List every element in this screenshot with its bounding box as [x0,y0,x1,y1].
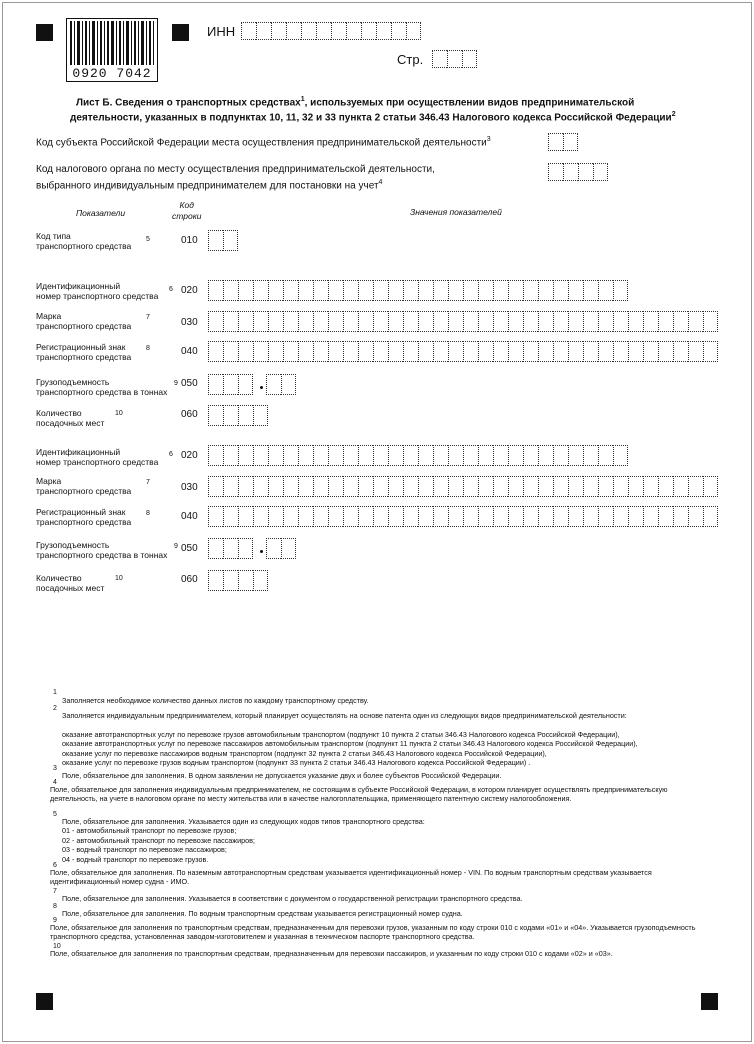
reg-field-2[interactable] [208,506,718,527]
footnote-number-1: 1 [53,689,57,696]
brand-footnote-ref-2: 7 [146,479,150,486]
footnote-number-9: 9 [53,917,57,924]
seats-field-2[interactable] [208,570,268,591]
sheet-title-line2: деятельности, указанных в подпунктах 10, 11, 32 и 33 пункта 2 статьи 346.43 Налогового кодекса Российской Федерации$^2$ [70,111,676,124]
capacity-code-2: 050 [181,543,198,554]
footnote-number-10: 10 [53,943,61,950]
reg-label-2: Регистрационный знак транспортного средства [36,507,132,527]
capacity-footnote-ref-1: 9 [174,380,178,387]
brand-code-1: 030 [181,317,198,328]
tax-office-code-field[interactable] [548,163,608,181]
sheet-title [70,94,710,125]
barcode-bars [67,21,157,65]
footnote-number-4: 4 [53,779,57,786]
registration-marker-bottom-left [36,993,53,1010]
decimal-point-2 [260,550,263,553]
vin-code-1: 020 [181,285,198,296]
footnote-10: Поле, обязательное для заполнения по транспортным средствам, предназначенным для перевозки пассажиров, и указанным по коду строки 010 с кодами «02» и «03». [50,949,613,958]
seats-field-1[interactable] [208,405,268,426]
footnote-6: Поле, обязательное для заполнения. По наземным автотранспортным средствам указывается идентификационный номер - VIN. По водным транспортным средствам указывается идентификационный номер судна - ИМО. [50,868,652,887]
vin-code-2: 020 [181,450,198,461]
registration-marker-top-left [36,24,53,41]
page-number-label: Стр. [397,52,424,67]
vin-footnote-ref-2: 6 [169,451,173,458]
footnote-4: Поле, обязательное для заполнения индивидуальным предпринимателем, не состоящим в субъекте Российской Федерации, в котором планирует осуществлять предпринимательскую деятельность, на учете в налоговом органе по месту жительства или в качестве налогоплательщика, применяющего патентную систему налогообложения. [50,785,668,804]
vehicle-type-footnote-ref: 5 [146,236,150,243]
seats-footnote-ref-2: 10 [115,575,123,582]
capacity-label-1: Грузоподъемность транспортного средства в тоннах [36,377,168,397]
decimal-point-1 [260,386,263,389]
column-header-indicators: Показатели [76,208,126,218]
footnote-number-2: 2 [53,705,57,712]
seats-code-1: 060 [181,409,198,420]
reg-code-2: 040 [181,511,198,522]
footnote-7: Поле, обязательное для заполнения. Указывается в соответствии с документом о государственной регистрации транспортного средства. [62,894,523,903]
reg-code-1: 040 [181,346,198,357]
capacity-integer-field-2[interactable] [208,538,253,559]
brand-field-2[interactable] [208,476,718,497]
page-number-field[interactable] [432,50,477,68]
capacity-label-2: Грузоподъемность транспортного средства в тоннах [36,540,168,560]
region-label: Код субъекта Российской Федерации места осуществления предпринимательской деятельности$^3$ [36,136,491,149]
footnote-9: Поле, обязательное для заполнения по транспортным средствам, предназначенным для перевозки грузов, указанным по коду строки 010 с кодами «01» и «04». Указывается грузоподъемность транспортного средства, установленная заводом-изготовителем и указанная в техническом паспорте транспортного средства. [50,923,696,942]
vehicle-type-field[interactable] [208,230,238,251]
barcode [66,18,158,82]
vin-footnote-ref-1: 6 [169,286,173,293]
capacity-code-1: 050 [181,378,198,389]
footnote-8: Поле, обязательное для заполнения. По водным транспортным средствам указывается регистрационный номер судна. [62,909,463,918]
vin-field-1[interactable] [208,280,628,301]
inn-label: ИНН [207,24,236,39]
registration-marker-top-right [172,24,189,41]
brand-label-1: Марка транспортного средства [36,311,132,331]
capacity-footnote-ref-2: 9 [174,543,178,550]
tax-office-label: Код налогового органа по месту осуществления предпринимательской деятельности, выбранного индивидуальным предпринимателем для постановки на учет$^4$ [36,164,435,192]
footnote-3: Поле, обязательное для заполнения. В одном заявлении не допускается указание двух и более субъектов Российской Федерации. [62,771,502,780]
seats-code-2: 060 [181,574,198,585]
vehicle-type-code: 010 [181,235,198,246]
registration-marker-bottom-right [701,993,718,1010]
inn-field[interactable] [241,22,421,40]
capacity-integer-field-1[interactable] [208,374,253,395]
region-code-field[interactable] [548,133,578,151]
footnote-number-5: 5 [53,811,57,818]
brand-footnote-ref-1: 7 [146,314,150,321]
seats-footnote-ref-1: 10 [115,410,123,417]
footnote-1: Заполняется необходимое количество данных листов по каждому транспортному средству. [62,696,369,705]
column-header-values: Значения показателей [410,207,502,217]
seats-label-1: Количество посадочных мест [36,408,105,428]
sheet-title-line1: Лист Б. Сведения о транспортных средствах$^1$, используемых при осуществлении видов предпринимательской [76,96,635,109]
vin-field-2[interactable] [208,445,628,466]
reg-label-1: Регистрационный знак транспортного средства [36,342,132,362]
footnote-number-6: 6 [53,862,57,869]
vehicle-type-label: Код типа транспортного средства [36,231,132,251]
reg-field-1[interactable] [208,341,718,362]
footnote-number-7: 7 [53,888,57,895]
footnote-2-items: оказание автотранспортных услуг по перевозке грузов автомобильным транспортом (подпункт 10 пункта 2 статьи 346.43 Налогового кодекса Российской Федерации), оказание автотранспортных услуг по перевозке пассажиров автомобильным транспортом (подпункт 11 пункта 2 статьи 346.43 Налогового кодекса Российской Федерации), оказание услуг по перевозке пассажиров водным транспортом (подпункт 32 пункта 2 статьи 346.43 Налогового кодекса Российской Федерации), оказание услуг по перевозке грузов водным транспортом (подпункт 33 пункта 2 статьи 346.43 Налогового кодекса Российской Федерации) . [62,730,638,768]
column-header-code: Код строки [172,200,202,221]
reg-footnote-ref-1: 8 [146,345,150,352]
seats-label-2: Количество посадочных мест [36,573,105,593]
vin-label-1: Идентификационный номер транспортного средства [36,281,159,301]
reg-footnote-ref-2: 8 [146,510,150,517]
brand-label-2: Марка транспортного средства [36,476,132,496]
footnote-5: Поле, обязательное для заполнения. Указывается один из следующих кодов типов транспортного средства: 01 - автомобильный транспорт по перевозке грузов; 02 - автомобильный транспорт по перевозке пассажиров; 03 - водный транспорт по перевозке пассажиров; 04 - водный транспорт по перевозке грузов. [62,817,425,864]
barcode-number: 0920 7042 [72,66,152,81]
footnote-number-8: 8 [53,903,57,910]
footnote-number-3: 3 [53,765,57,772]
vin-label-2: Идентификационный номер транспортного средства [36,447,159,467]
brand-field-1[interactable] [208,311,718,332]
brand-code-2: 030 [181,482,198,493]
capacity-fraction-field-2[interactable] [266,538,296,559]
capacity-fraction-field-1[interactable] [266,374,296,395]
footnote-2: Заполняется индивидуальным предпринимателем, который планирует осуществлять на основе патента один из следующих видов предпринимательской деятельности: [62,711,627,720]
